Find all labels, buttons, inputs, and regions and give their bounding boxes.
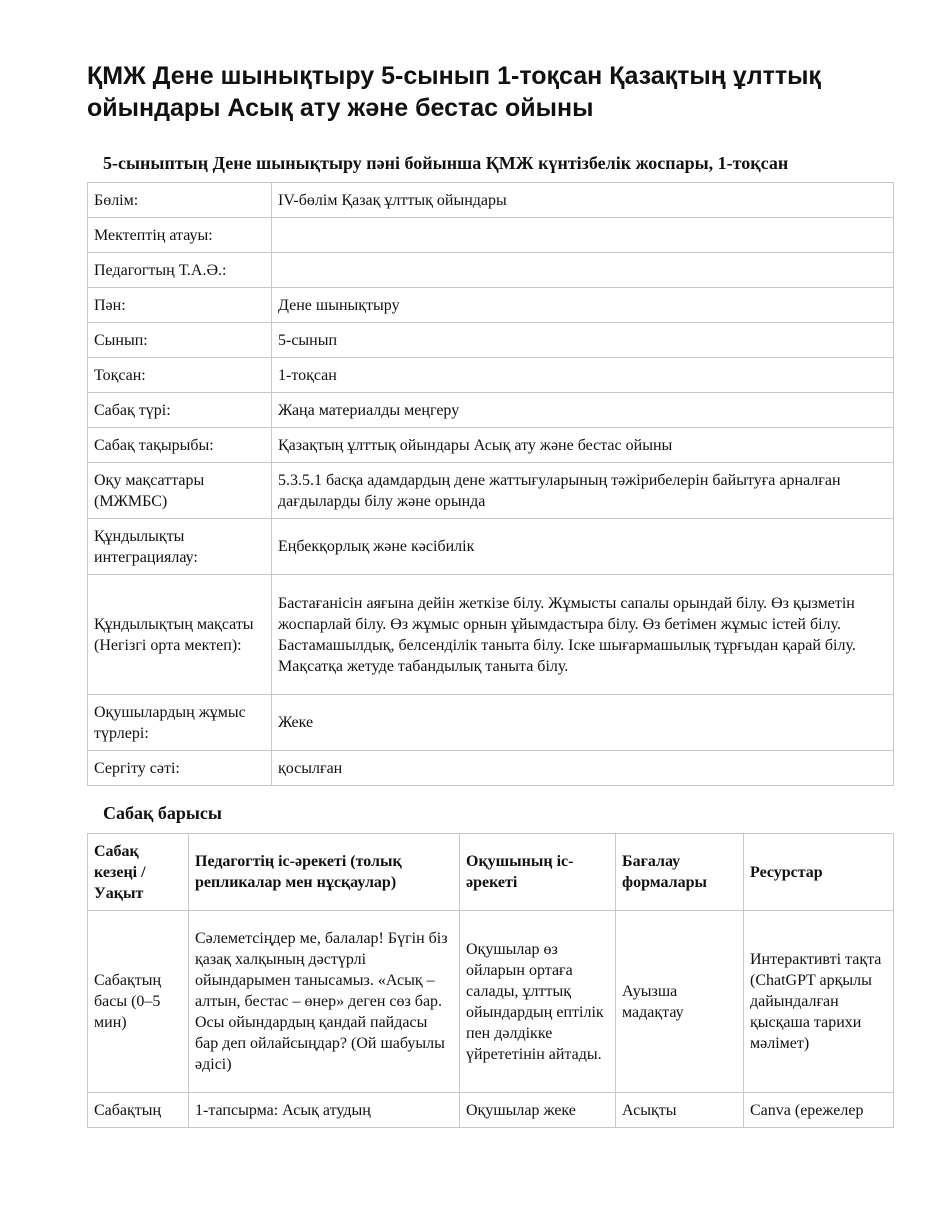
plan-subtitle: 5-сыныптың Дене шынықтыру пәні бойынша ҚМЖ күнтізбелік жоспары, 1-тоқсан: [103, 153, 789, 173]
lesson-assessment: Ауызша мадақтау: [616, 911, 744, 1093]
info-value: 1-тоқсан: [272, 358, 894, 393]
info-value: 5-сынып: [272, 323, 894, 358]
info-table: [87, 182, 894, 786]
info-row: [88, 519, 894, 575]
info-row: [88, 323, 894, 358]
info-row: [88, 575, 894, 695]
info-value: [272, 218, 894, 253]
info-label: Бөлім:: [88, 183, 272, 218]
info-row: [88, 288, 894, 323]
info-row: [88, 393, 894, 428]
info-row: [88, 253, 894, 288]
header-teacher-actions: Педагогтің іс-әрекеті (толық репликалар мен нұсқаулар): [189, 834, 460, 911]
info-value: Жаңа материалды меңгеру: [272, 393, 894, 428]
info-label: Құндылықты интеграциялау:: [88, 519, 272, 575]
document-title: ҚМЖ Дене шынықтыру 5-сынып 1-тоқсан Қазақтың ұлттық ойындары Асық ату және бестас ойыны: [87, 62, 821, 122]
info-value: [272, 253, 894, 288]
info-label: Пән:: [88, 288, 272, 323]
info-row: [88, 218, 894, 253]
lesson-assessment: Асықты: [616, 1093, 744, 1128]
info-label: Сабақ тақырыбы:: [88, 428, 272, 463]
info-label: Оқу мақсаттары (МЖМБС): [88, 463, 272, 519]
info-value: Бастағанісін аяғына дейін жеткізе білу. Жұмысты сапалы орындай білу. Өз қызметін жоспарлай білу. Өз жұмыс орнын ұйымдастыра білу. Өз бетімен жұмыс істей білу. Бастамашылдық, белсенділік таныта білу. Іске шығармашылық тұрғыдан қарай білу. Мақсатқа жетуде табандылық таныта білу.: [272, 575, 894, 695]
info-value: Жеке: [272, 695, 894, 751]
info-value: қосылған: [272, 751, 894, 786]
info-label: Сынып:: [88, 323, 272, 358]
info-label: Құндылықтың мақсаты (Негізгі орта мектеп):: [88, 575, 272, 695]
info-label: Сабақ түрі:: [88, 393, 272, 428]
header-assessment: Бағалау формалары: [616, 834, 744, 911]
lesson-teacher: Сәлеметсіңдер ме, балалар! Бүгін біз қазақ халқының дәстүрлі ойындарымен танысамыз. «Асық – алтын, бестас – өнер» деген сөз бар. Осы ойындардың қандай пайдасы бар деп ойлайсыңдар? (Ой шабуылы әдісі): [189, 911, 460, 1093]
lesson-student: Оқушылар жеке: [460, 1093, 616, 1128]
lesson-heading: Сабақ барысы: [103, 803, 222, 823]
header-stage: Сабақ кезеңі / Уақыт: [88, 834, 189, 911]
info-row: [88, 463, 894, 519]
info-row: [88, 358, 894, 393]
lesson-teacher: 1-тапсырма: Асық атудың: [189, 1093, 460, 1128]
info-row: [88, 428, 894, 463]
info-value: Қазақтың ұлттық ойындары Асық ату және бестас ойыны: [272, 428, 894, 463]
info-row: [88, 695, 894, 751]
info-row: [88, 751, 894, 786]
document-page: [87, 0, 893, 1128]
info-value: IV-бөлім Қазақ ұлттық ойындары: [272, 183, 894, 218]
info-value: 5.3.5.1 басқа адамдардың дене жаттығуларының тәжірибелерін байытуға арналған дағдыларды білу және орында: [272, 463, 894, 519]
info-label: Мектептің атауы:: [88, 218, 272, 253]
header-student-actions: Оқушының іс-әрекеті: [460, 834, 616, 911]
table-row: [88, 911, 894, 1093]
lesson-resources: Canva (ережелер: [744, 1093, 894, 1128]
lesson-table: [87, 833, 894, 1128]
info-label: Тоқсан:: [88, 358, 272, 393]
info-label: Сергіту сәті:: [88, 751, 272, 786]
lesson-stage: Сабақтың басы (0–5 мин): [88, 911, 189, 1093]
lesson-stage: Сабақтың: [88, 1093, 189, 1128]
info-label: Педагогтың Т.А.Ә.:: [88, 253, 272, 288]
table-row: [88, 1093, 894, 1128]
info-row: [88, 183, 894, 218]
lesson-header-row: [88, 834, 894, 911]
lesson-resources: Интерактивті тақта (ChatGPT арқылы дайындалған қысқаша тарихи мәлімет): [744, 911, 894, 1093]
info-label: Оқушылардың жұмыс түрлері:: [88, 695, 272, 751]
header-resources: Ресурстар: [744, 834, 894, 911]
lesson-student: Оқушылар өз ойларын ортаға салады, ұлттық ойындардың ептілік пен дәлдікке үйрететінін айтады.: [460, 911, 616, 1093]
info-value: Дене шынықтыру: [272, 288, 894, 323]
info-value: Еңбекқорлық және кәсібилік: [272, 519, 894, 575]
